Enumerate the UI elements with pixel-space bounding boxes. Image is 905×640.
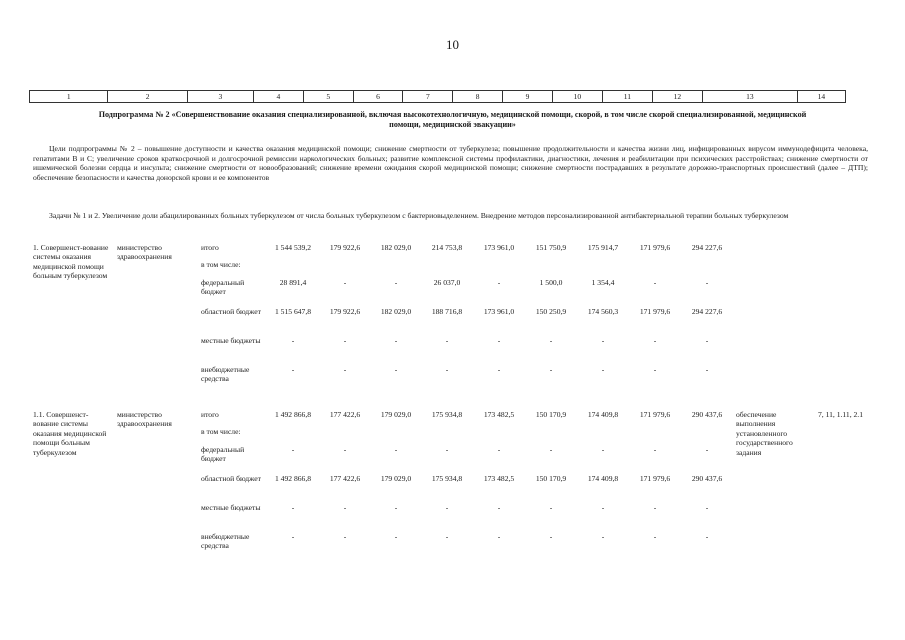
funding-value: 1 354,4 (591, 278, 615, 287)
funding-value: - (653, 365, 657, 374)
funding-value: - (601, 532, 605, 541)
funding-value: 182 029,0 (380, 243, 412, 252)
funding-value: - (653, 503, 657, 512)
funding-value: - (653, 278, 657, 287)
funding-value: - (497, 278, 501, 287)
funding-value: 179 922,6 (329, 243, 361, 252)
funding-value: 150 170,9 (535, 410, 567, 419)
funding-value: - (445, 336, 449, 345)
funding-value: 294 227,6 (691, 307, 723, 316)
funding-value: - (601, 365, 605, 374)
funding-value: - (549, 365, 553, 374)
indicator-links: 7, 11, 1.11, 2.1 (818, 410, 863, 419)
funding-value: - (705, 336, 709, 345)
funding-value: - (394, 336, 398, 345)
funding-value: 1 544 539,2 (274, 243, 312, 252)
tasks-paragraph: Задачи № 1 и 2. Увеличение доли абацилированных больных туберкулезом от числа больных туберкулезом с бактериовыделением. Внедрение методов персонализированной антибактериальной терапии больных туберкулезом (49, 211, 789, 220)
funding-value: - (705, 365, 709, 374)
funding-value: - (601, 445, 605, 454)
funding-value: 175 934,8 (431, 474, 463, 483)
funding-value: 171 979,6 (639, 243, 671, 252)
funding-value: 214 753,8 (431, 243, 463, 252)
funding-value: 188 716,8 (431, 307, 463, 316)
funding-value: - (653, 445, 657, 454)
funding-value: 171 979,6 (639, 474, 671, 483)
funding-value: - (653, 532, 657, 541)
column-number: 5 (303, 91, 353, 103)
funding-value: - (291, 503, 295, 512)
funding-value: 1 515 647,8 (274, 307, 312, 316)
funding-source-label: в том числе: (201, 427, 241, 436)
funding-value: 150 170,9 (535, 474, 567, 483)
funding-value: - (705, 445, 709, 454)
funding-value: 177 422,6 (329, 474, 361, 483)
funding-value: 1 500,0 (539, 278, 563, 287)
funding-value: - (343, 365, 347, 374)
column-number: 7 (403, 91, 453, 103)
funding-value: 290 437,6 (691, 410, 723, 419)
funding-value: - (705, 278, 709, 287)
funding-value: 179 029,0 (380, 410, 412, 419)
funding-value: - (343, 336, 347, 345)
page-number: 10 (446, 37, 459, 52)
column-number: 10 (552, 91, 602, 103)
funding-value: 174 409,8 (587, 410, 619, 419)
executor: министерство здравоохранения (117, 243, 172, 262)
funding-value: - (445, 365, 449, 374)
column-number: 11 (602, 91, 652, 103)
funding-value: - (343, 532, 347, 541)
funding-source-label: итого (201, 410, 219, 419)
funding-value: - (343, 503, 347, 512)
measure-name: 1.1. Совершенст-вование системы оказания медицинской помощи больным туберкулезом (33, 410, 107, 457)
column-number: 8 (453, 91, 503, 103)
column-number: 2 (108, 91, 187, 103)
funding-value: - (343, 445, 347, 454)
funding-value: 1 492 866,8 (274, 474, 312, 483)
expected-result: обеспечение выполнения установленного государственного задания (736, 410, 793, 457)
funding-source-label: местные бюджеты (201, 336, 261, 345)
funding-value: - (497, 503, 501, 512)
funding-source-label: внебюджетные средства (201, 532, 250, 551)
funding-value: - (497, 336, 501, 345)
funding-value: - (343, 278, 347, 287)
funding-value: - (549, 532, 553, 541)
funding-value: 1 492 866,8 (274, 410, 312, 419)
column-number: 12 (652, 91, 702, 103)
funding-source-label: местные бюджеты (201, 503, 261, 512)
funding-value: - (705, 503, 709, 512)
funding-value: - (394, 532, 398, 541)
column-number-row (29, 90, 846, 103)
funding-value: - (445, 445, 449, 454)
funding-value: 174 409,8 (587, 474, 619, 483)
subprogram-title: Подпрограмма № 2 «Совершенствование оказания специализированной, включая высокотехнологичную, медицинской помощи, скорой, в том числе скорой специализированной, медицинской помощи, медицинской эвакуации» (98, 110, 807, 129)
funding-value: 173 961,0 (483, 307, 515, 316)
funding-value: - (601, 503, 605, 512)
funding-value: - (291, 445, 295, 454)
funding-value: - (291, 365, 295, 374)
funding-source-label: федеральный бюджет (201, 278, 245, 297)
funding-value: - (291, 336, 295, 345)
column-number: 6 (353, 91, 403, 103)
funding-value: - (394, 445, 398, 454)
funding-value: 174 560,3 (587, 307, 619, 316)
funding-value: - (394, 278, 398, 287)
funding-source-label: федеральный бюджет (201, 445, 245, 464)
funding-value: 26 037,0 (433, 278, 461, 287)
funding-value: 294 227,6 (691, 243, 723, 252)
column-number: 13 (702, 91, 797, 103)
funding-value: 171 979,6 (639, 410, 671, 419)
column-number: 9 (503, 91, 553, 103)
funding-source-label: областной бюджет (201, 307, 261, 316)
funding-value: - (445, 532, 449, 541)
column-number: 4 (253, 91, 303, 103)
funding-source-label: в том числе: (201, 260, 241, 269)
funding-value: - (394, 503, 398, 512)
funding-value: - (497, 445, 501, 454)
funding-value: - (497, 365, 501, 374)
funding-value: 177 422,6 (329, 410, 361, 419)
funding-value: 151 750,9 (535, 243, 567, 252)
funding-value: - (497, 532, 501, 541)
funding-value: - (705, 532, 709, 541)
measure-name: 1. Совершенст-вование системы оказания медицинской помощи больным туберкулезом (33, 243, 109, 281)
funding-value: 173 482,5 (483, 410, 515, 419)
funding-value: - (445, 503, 449, 512)
funding-value: - (549, 445, 553, 454)
funding-value: 179 922,6 (329, 307, 361, 316)
funding-value: 175 934,8 (431, 410, 463, 419)
funding-value: 28 891,4 (279, 278, 307, 287)
funding-value: - (394, 365, 398, 374)
column-number: 14 (797, 91, 845, 103)
funding-value: - (549, 336, 553, 345)
funding-value: 175 914,7 (587, 243, 619, 252)
column-number: 1 (30, 91, 108, 103)
funding-value: - (653, 336, 657, 345)
funding-value: 173 482,5 (483, 474, 515, 483)
funding-source-label: областной бюджет (201, 474, 261, 483)
funding-value: - (549, 503, 553, 512)
funding-value: 179 029,0 (380, 474, 412, 483)
funding-value: 182 029,0 (380, 307, 412, 316)
funding-value: - (601, 336, 605, 345)
funding-source-label: итого (201, 243, 219, 252)
funding-value: 150 250,9 (535, 307, 567, 316)
funding-value: 171 979,6 (639, 307, 671, 316)
funding-value: 290 437,6 (691, 474, 723, 483)
executor: министерство здравоохранения (117, 410, 172, 429)
column-number: 3 (187, 91, 253, 103)
funding-source-label: внебюджетные средства (201, 365, 250, 384)
funding-value: - (291, 532, 295, 541)
funding-value: 173 961,0 (483, 243, 515, 252)
goals-paragraph: Цели подпрограммы № 2 – повышение доступности и качества оказания медицинской помощи; снижение смертности от туберкулеза; повышение продолжительности и качества жизни лиц, инфицированных вирусом иммунодефицита человека, гепатитами В и С; увеличение сроков краткосрочной и долгосрочной ремиссии наркологических больных; развитие комплексной системы профилактики, диагностики, лечения и реабилитации при психических расстройствах; снижение смертности от ишемической болезни сердца и инсульта; снижение смертности от новообразований; снижение времени ожидания скорой медицинской помощи; снижение смертности пострадавших в результате дорожно-транспортных происшествий (далее – ДТП); обеспечение безопасности и качества донорской крови и ее компонентов (33, 144, 868, 182)
